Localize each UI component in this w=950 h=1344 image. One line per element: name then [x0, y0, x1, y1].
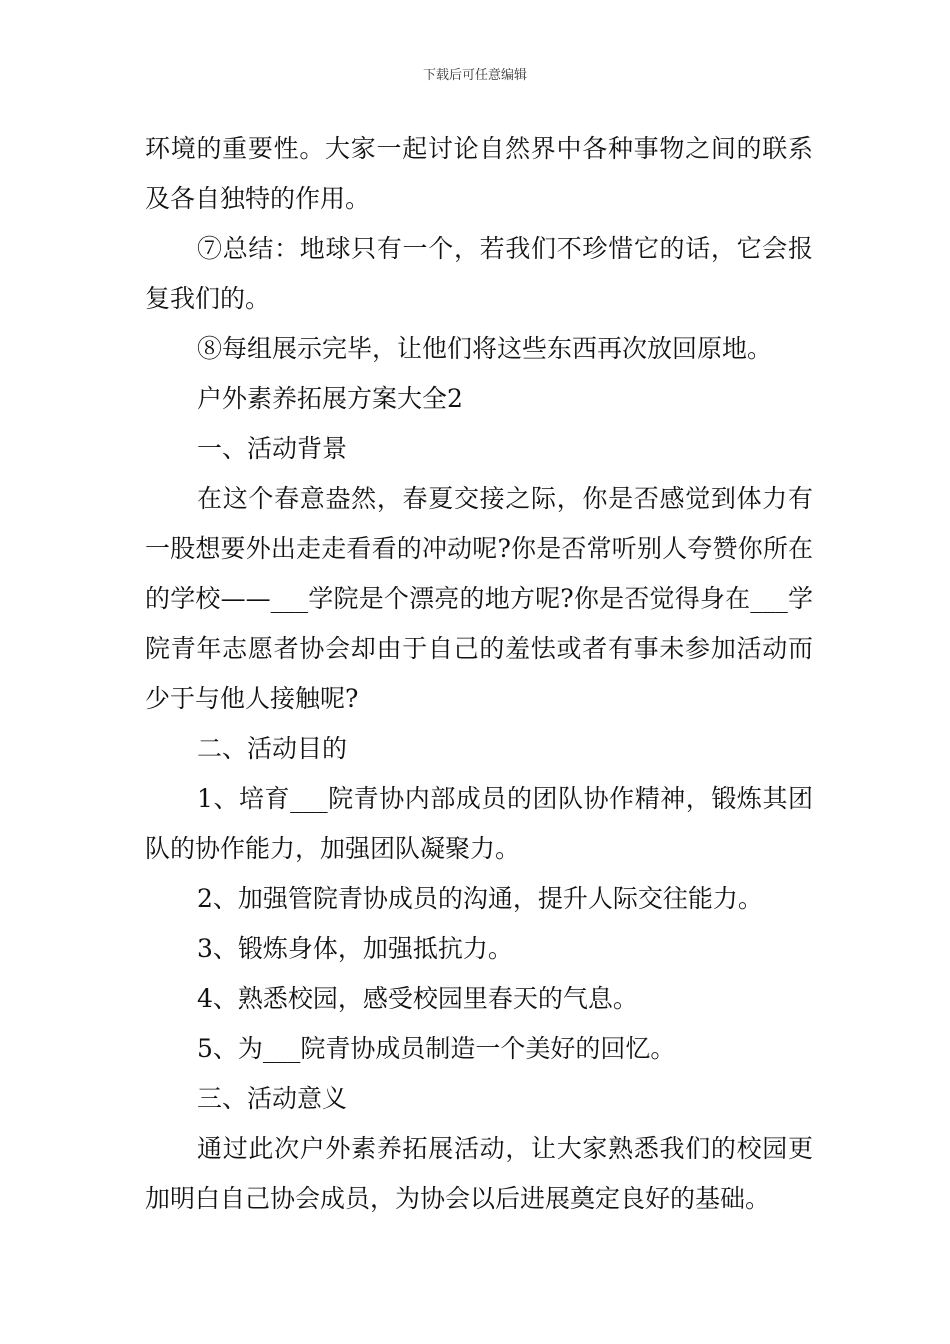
- list-item: 5、为___院青协成员制造一个美好的回忆。: [197, 1034, 676, 1063]
- paragraph: 在这个春意盎然，春夏交接之际，你是否感觉到体力有一股想要外出走走看看的冲动呢?你是否常听别人夸赞你所在的学校——___学院是个漂亮的地方呢?你是否觉得身在___学院青年志愿者协会却由于自己的羞怯或者有事未参加活动而少于与他人接触呢?: [145, 484, 813, 713]
- page-header: 下载后可任意编辑: [422, 68, 527, 83]
- list-item: 3、锻炼身体，加强抵抗力。: [197, 934, 513, 963]
- section-title: 户外素养拓展方案大全2: [197, 384, 463, 413]
- section-heading: 一、活动背景: [197, 434, 348, 463]
- document-body: [145, 124, 813, 1224]
- paragraph: ⑧每组展示完毕，让他们将这些东西再次放回原地。: [197, 334, 773, 363]
- list-item: 2、加强管院青协成员的沟通，提升人际交往能力。: [197, 884, 763, 913]
- section-heading: 三、活动意义: [197, 1084, 348, 1113]
- paragraph: 通过此次户外素养拓展活动，让大家熟悉我们的校园更加明白自己协会成员，为协会以后进展奠定良好的基础。: [145, 1134, 813, 1213]
- list-item: 1、培育___院青协内部成员的团队协作精神，锻炼其团队的协作能力，加强团队凝聚力。: [145, 784, 813, 863]
- section-heading: 二、活动目的: [197, 734, 348, 763]
- list-item: 4、熟悉校园，感受校园里春天的气息。: [197, 984, 638, 1013]
- paragraph: 环境的重要性。大家一起讨论自然界中各种事物之间的联系及各自独特的作用。: [145, 134, 813, 213]
- paragraph: ⑦总结：地球只有一个，若我们不珍惜它的话，它会报复我们的。: [145, 234, 813, 313]
